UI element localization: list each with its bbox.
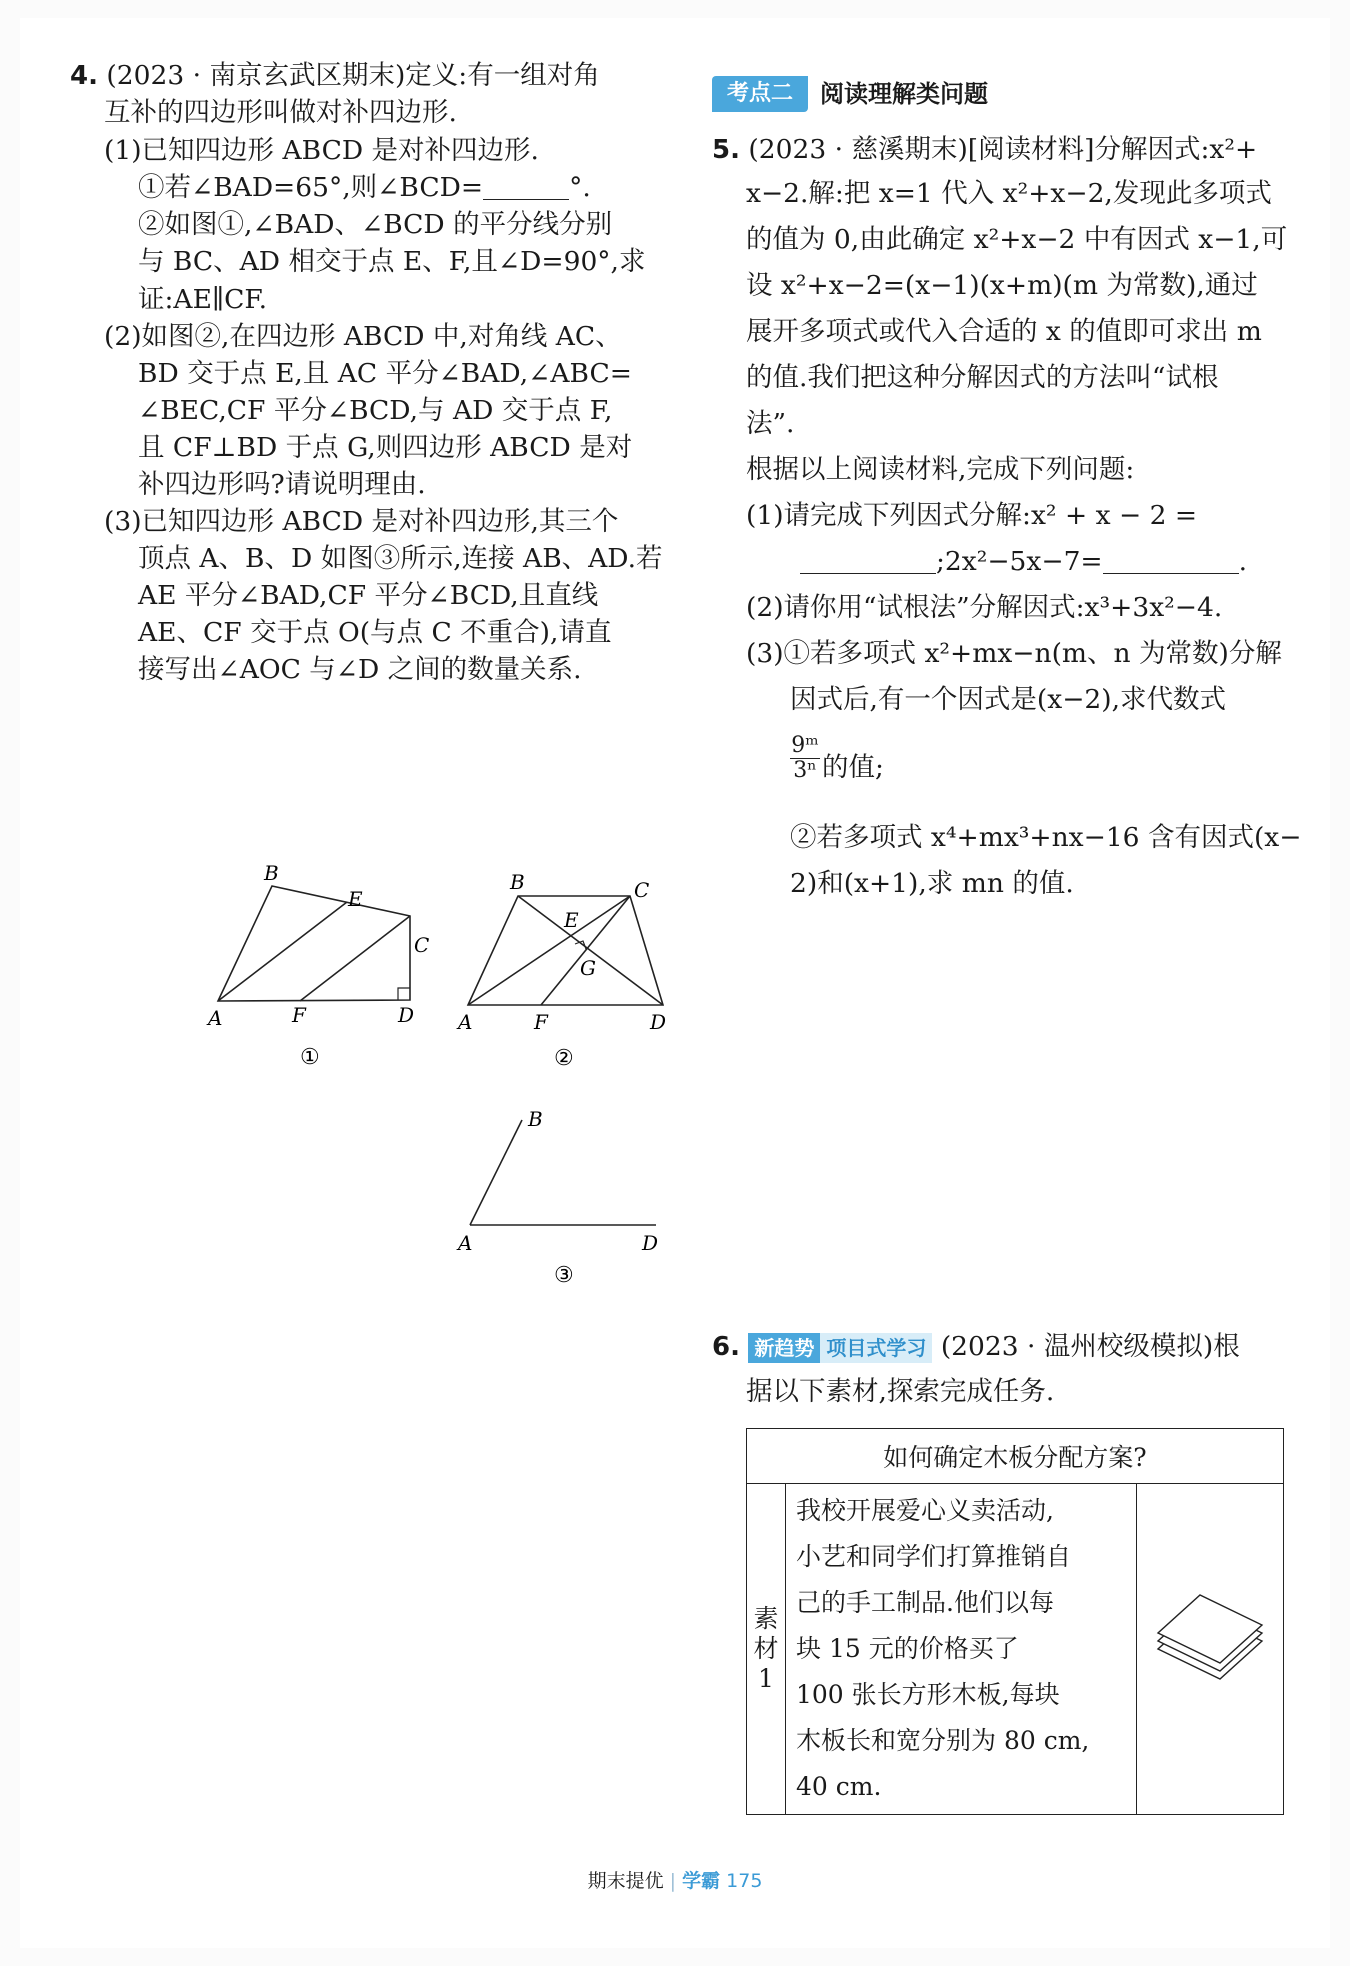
q4-line: °. [569, 172, 591, 203]
q5-line: ;2x²−5x−7= [936, 546, 1103, 577]
question-number: 4. [70, 61, 98, 91]
trend-tag: 新趋势 [748, 1333, 820, 1363]
page-footer: 期末提优 | 学霸 175 [587, 1870, 763, 1892]
segment-cf [541, 896, 630, 1005]
q5-line: (2)请你用“试根法”分解因式:x³+3x²−4. [746, 592, 1223, 623]
question-number: 6. [712, 1332, 740, 1362]
q5-line: 法”. [746, 408, 795, 439]
label-a: A [458, 1231, 473, 1255]
label-e: E [564, 908, 579, 932]
q4-line: 接写出∠AOC 与∠D 之间的数量关系. [138, 654, 582, 685]
q5-line: 2)和(x+1),求 mn 的值. [790, 868, 1074, 899]
question-number: 5. [712, 135, 740, 165]
q5-line: . [1238, 546, 1248, 577]
page-number: 175 [726, 1870, 763, 1892]
q4-line: ②如图①,∠BAD、∠BCD 的平分线分别 [138, 209, 613, 240]
answer-blank[interactable] [800, 543, 936, 574]
label-d: D [398, 1003, 415, 1027]
brand-name: 学霸 [682, 1870, 721, 1892]
q5-line: 展开多项式或代入合适的 x 的值即可求出 m [746, 316, 1262, 347]
label-a: A [458, 1010, 473, 1034]
label-a: A [208, 1006, 223, 1030]
figure-1 [200, 860, 450, 1070]
q5-line: 的值为 0,由此确定 x²+x−2 中有因式 x−1,可 [746, 224, 1288, 255]
q5-line: (1)请完成下列因式分解:x² + x − 2 = [746, 500, 1198, 531]
label-f: F [292, 1003, 306, 1027]
q4-line: 与 BC、AD 相交于点 E、F,且∠D=90°,求 [138, 246, 646, 277]
label-d: D [642, 1231, 659, 1255]
label-e: E [348, 887, 363, 911]
q4-line: 互补的四边形叫做对补四边形. [104, 97, 457, 128]
q4-line: 顶点 A、B、D 如图③所示,连接 AB、AD.若 [138, 543, 663, 574]
q4-line: 补四边形吗?请说明理由. [138, 469, 426, 500]
diagonal-bd [518, 896, 663, 1005]
figure-caption: ① [300, 1045, 320, 1070]
ray-ab [470, 1120, 522, 1225]
figure-2 [450, 865, 680, 1071]
q5-line: 的值.我们把这种分解因式的方法叫“试根 [746, 362, 1219, 393]
q5-line: ②若多项式 x⁴+mx³+nx−16 含有因式(x− [790, 822, 1302, 853]
q4-line: (1)已知四边形 ABCD 是对补四边形. [104, 135, 539, 166]
q4-line: (3)已知四边形 ABCD 是对补四边形,其三个 [104, 506, 619, 537]
q4-line: BD 交于点 E,且 AC 平分∠BAD,∠ABC= [138, 358, 632, 389]
label-g: G [580, 956, 596, 980]
q4-line: 证:AE∥CF. [138, 284, 268, 315]
quadrilateral-abcd [218, 886, 410, 1001]
label-c: C [634, 878, 650, 902]
footer-title: 期末提优 [587, 1870, 664, 1892]
q4-line: ∠BEC,CF 平分∠BCD,与 AD 交于点 F, [138, 395, 613, 426]
label-d: D [650, 1010, 667, 1034]
q5-line: 设 x²+x−2=(x−1)(x+m)(m 为常数),通过 [746, 270, 1258, 301]
q5-line: 根据以上阅读材料,完成下列问题: [746, 454, 1135, 485]
label-f: F [534, 1010, 548, 1034]
section-tag: 考点二 [712, 76, 808, 112]
fraction [790, 734, 820, 783]
project-tag: 项目式学习 [820, 1333, 932, 1363]
bisector-ae [218, 902, 347, 1001]
row-label: 素 材 1 [747, 1484, 786, 1815]
label-c: C [414, 933, 430, 957]
material-table [746, 1428, 1284, 1815]
fraction-denominator: 3ⁿ [790, 758, 820, 783]
q4-line: AE、CF 交于点 O(与点 C 不重合),请直 [138, 617, 612, 648]
q5-line: 的值; [822, 752, 884, 783]
figure-caption: ② [554, 1046, 574, 1071]
q4-line: AE 平分∠BAD,CF 平分∠BCD,且直线 [138, 580, 599, 611]
q5-line: 因式后,有一个因式是(x−2),求代数式 [790, 684, 1227, 715]
q4-line: ①若∠BAD=65°,则∠BCD= [138, 172, 484, 203]
section-title: 阅读理解类问题 [820, 80, 988, 108]
answer-blank[interactable] [1103, 543, 1239, 574]
wood-boards-icon [1150, 1591, 1270, 1701]
q6-line: 据以下素材,探索完成任务. [746, 1376, 1055, 1407]
table-header: 如何确定木板分配方案? [747, 1429, 1284, 1484]
fraction-numerator: 9ᵐ [791, 733, 819, 758]
bisector-cf [300, 916, 410, 1001]
material-content: 我校开展爱心义卖活动, 小艺和同学们打算推销自 己的手工制品.他们以每 块 15 元的价格买了 100 张长方形木板,每块 木板长和宽分别为 80 cm, 40 cm. [786, 1484, 1137, 1815]
material-image-cell [1137, 1484, 1284, 1815]
q4-line: (2)如图②,在四边形 ABCD 中,对角线 AC、 [104, 321, 622, 352]
right-angle-mark [575, 941, 586, 949]
q4-line: 且 CF⊥BD 于点 G,则四边形 ABCD 是对 [138, 432, 633, 463]
q5-line: (2023 · 慈溪期末)[阅读材料]分解因式:x²+ [748, 134, 1258, 165]
right-angle-mark [398, 988, 410, 1000]
q5-line: (3)①若多项式 x²+mx−n(m、n 为常数)分解 [746, 638, 1282, 669]
label-b: B [264, 861, 279, 885]
q6-line: (2023 · 温州校级模拟)根 [940, 1331, 1240, 1362]
figure-caption: ③ [554, 1263, 574, 1288]
q4-line: (2023 · 南京玄武区期末)定义:有一组对角 [106, 60, 600, 91]
label-b: B [528, 1107, 543, 1131]
figure-3 [450, 1100, 680, 1290]
label-b: B [510, 870, 525, 894]
answer-blank[interactable] [483, 169, 569, 200]
q5-line: x−2.解:把 x=1 代入 x²+x−2,发现此多项式 [746, 178, 1272, 209]
